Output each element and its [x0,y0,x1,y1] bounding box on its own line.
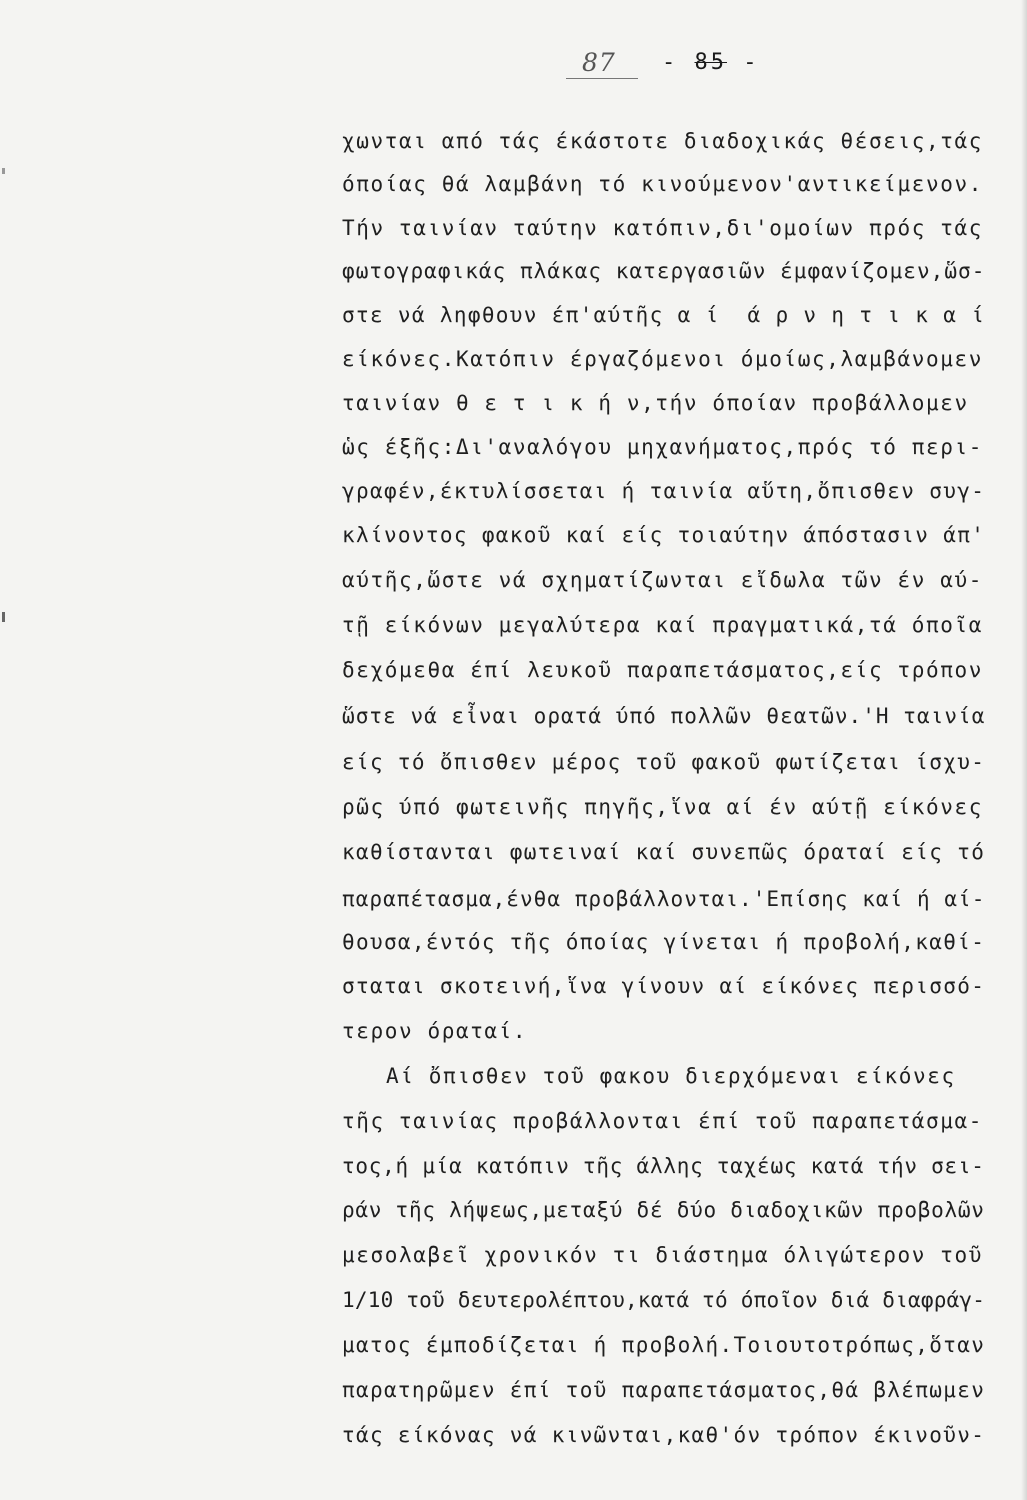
text-line: παραπέτασμα,ένθα προβάλλονται.'Επίσης καί ή αί- [342,887,986,911]
typed-page-number: - 85 - [662,50,760,75]
text-line: γραφέν,έκτυλίσσεται ή ταινία αὕτη,ὄπισθεν συγ- [342,479,986,503]
text-line: όποίας θά λαμβάνη τό κινούμενον'αντικείμενον. [342,172,983,196]
handwritten-page-number: 87 [582,48,616,77]
text-line: καθίστανται φωτειναί καί συνεπῶς όραταί είς τό [342,840,986,864]
text-line: ματος έμποδίζεται ή προβολή.Τοιουτοτρόπως,ὅταν [342,1333,986,1357]
text-line: στε νά ληφθουν έπ'αύτῆς α ί ά ρ ν η τ ι κ α ί [342,303,986,327]
text-line: μεσολαβεῖ χρονικόν τι διάστημα όλιγώτερον τοῦ [342,1243,983,1267]
text-line: ὥστε νά εἶναι ορατά ύπό πολλῶν θεατῶν.'Η ταινία [342,704,986,728]
text-line: αύτῆς,ὥστε νά σχηματίζωνται εἴδωλα τῶν έν αύ- [342,568,983,592]
text-line: ράν τῆς λήψεως,μεταξύ δέ δύο διαδοχικῶν προβολῶν [342,1198,985,1222]
text-line: ὡς έξῆς:Δι'αναλόγου μηχανήματος,πρός τό περι- [342,435,983,459]
text-line: χωνται από τάς έκάστοτε διαδοχικάς θέσεις,τάς [342,129,983,153]
text-line: Τήν ταινίαν ταύτην κατόπιν,δι'ομοίων πρός τάς [342,216,983,240]
text-line: ρῶς ύπό φωτεινῆς πηγῆς,ἵνα αί έν αύτῇ είκόνες [342,795,983,819]
text-line: θουσα,έντός τῆς όποίας γίνεται ή προβολή,καθί- [342,930,986,954]
paragraph-first-line: Αί ὄπισθεν τοῦ φακου διερχόμεναι είκόνες [386,1064,956,1088]
text-line: τῇ είκόνων μεγαλύτερα καί πραγματικά,τά όποῖα [342,613,983,637]
text-line: κλίνοντος φακοῦ καί είς τοιαύτην άπόστασιν άπ' [342,523,986,547]
text-line: φωτογραφικάς πλάκας κατεργασιῶν έμφανίζομεν,ὥσ- [342,259,986,283]
text-line: τῆς ταινίας προβάλλονται έπί τοῦ παραπετάσμα- [342,1109,983,1133]
typed-page-number-value: 85 [694,50,727,75]
text-line: είκόνες.Κατόπιν έργαζόμενοι όμοίως,λαμβάνομεν [342,347,983,371]
text-line: παρατηρῶμεν έπί τοῦ παραπετάσματος,θά βλέπωμεν [342,1378,986,1402]
text-line: δεχόμεθα έπί λευκοῦ παραπετάσματος,είς τρόπον [342,658,983,682]
text-line: τος,ή μία κατόπιν τῆς άλλης ταχέως κατά τήν σει- [342,1154,985,1178]
text-line: τάς είκόνας νά κινῶνται,καθ'όν τρόπον έκινοῦν- [342,1423,986,1447]
text-line: τερον όραταί. [342,1019,528,1043]
text-line: 1/10 τοῦ δευτερολέπτου,κατά τό όποῖον διά διαφράγ- [342,1288,986,1312]
text-line: ταινίαν θ ε τ ι κ ή ν,τήν όποίαν προβάλλομεν [342,391,969,415]
text-line: σταται σκοτεινή,ἵνα γίνουν αί είκόνες περισσό- [342,974,986,998]
text-line: είς τό ὄπισθεν μέρος τοῦ φακοῦ φωτίζεται ίσχυ- [342,750,986,774]
